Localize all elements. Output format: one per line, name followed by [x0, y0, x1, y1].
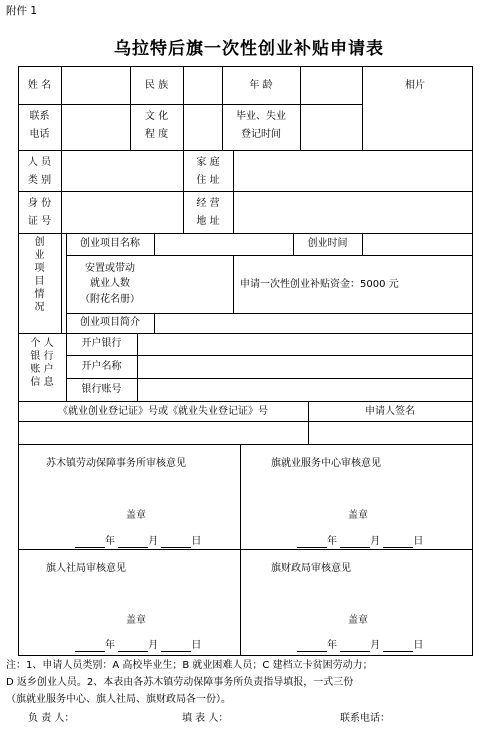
- form-title: 乌拉特后旗一次性创业补贴申请表: [114, 39, 384, 59]
- bank-name-label: 开户银行: [81, 338, 122, 349]
- registration-time-label-line2: 登记时间: [241, 129, 281, 140]
- notes-line3: （旗就业服务中心、旗人社局、旗财政局各一份）。: [6, 694, 231, 705]
- id-number-field[interactable]: [62, 192, 182, 232]
- employment-center-date: 年 月 日: [297, 535, 423, 548]
- jobs-label-line1: 安置或带动: [85, 263, 135, 274]
- signature-label: 申请人签名: [365, 406, 415, 417]
- form-filler-label: 填 表 人：: [182, 713, 229, 724]
- bank-name-field[interactable]: [138, 334, 471, 354]
- account-number-field[interactable]: [138, 379, 471, 400]
- id-number-label-line2: 证 号: [27, 216, 52, 227]
- project-name-field[interactable]: [155, 234, 292, 254]
- name-label: 姓 名: [27, 80, 52, 91]
- hrss-bureau-review-title: 旗人社局审核意见: [46, 563, 126, 574]
- responsible-person-label: 负 责 人：: [28, 713, 75, 724]
- certificate-label: 《就业创业登记证》号或《就业失业登记证》号: [58, 406, 268, 417]
- project-intro-field[interactable]: [155, 314, 471, 332]
- registration-time-field[interactable]: [301, 105, 361, 149]
- person-type-label-line1: 人 员: [27, 157, 52, 168]
- age-label: 年 龄: [249, 80, 273, 91]
- registration-time-label-line1: 毕业、失业: [236, 111, 286, 122]
- ethnicity-label: 民 族: [144, 80, 169, 91]
- phone-label-line1: 联系: [29, 111, 50, 122]
- account-number-label: 银行账号: [81, 384, 122, 395]
- photo-label: 相片: [405, 80, 425, 91]
- education-label-line2: 程 度: [144, 129, 169, 140]
- hrss-bureau-seal-label: 盖章: [126, 615, 146, 626]
- notes-line2: D 返乡创业人员。2、本表由各苏木镇劳动保障事务所负责指导填报，一式三份: [6, 677, 354, 688]
- notes-line1: 注：1、申请人员类别：A 高校毕业生；B 就业困难人员；C 建档立卡贫困劳动力；: [6, 660, 373, 671]
- phone-label-line2: 电话: [29, 129, 50, 140]
- business-address-label-line1: 经 营: [196, 198, 220, 209]
- township-review-box[interactable]: [19, 445, 239, 548]
- finance-bureau-seal-label: 盖章: [348, 615, 368, 626]
- id-number-label-line1: 身 份: [27, 198, 52, 209]
- ethnicity-field[interactable]: [184, 67, 221, 103]
- finance-bureau-review-box[interactable]: [241, 550, 471, 654]
- employment-center-review-title: 旗就业服务中心审核意见: [271, 458, 381, 469]
- employment-center-review-box[interactable]: [241, 445, 471, 548]
- township-seal-label: 盖章: [126, 510, 146, 521]
- project-intro-label: 创业项目简介: [80, 317, 140, 328]
- home-address-label-line1: 家 庭: [196, 157, 220, 168]
- venture-side-label: 创 业 项 目 情 况: [34, 237, 45, 313]
- bank-side-label: 个 人 银 行 账 户 信 息: [30, 338, 54, 388]
- jobs-label-line2: 就业人数: [90, 278, 130, 289]
- subsidy-amount-text: 申请一次性创业补贴资金：5000 元: [240, 279, 399, 290]
- finance-bureau-review-title: 旗财政局审核意见: [271, 563, 351, 574]
- education-field[interactable]: [184, 105, 221, 149]
- hrss-bureau-review-box[interactable]: [19, 550, 239, 654]
- contact-phone-label: 联系电话：: [340, 713, 390, 724]
- home-address-field[interactable]: [234, 151, 471, 190]
- phone-field[interactable]: [62, 105, 129, 149]
- signature-field[interactable]: [309, 422, 471, 443]
- person-type-label-line2: 类 别: [27, 175, 52, 186]
- jobs-label-line3: （附花名册）: [80, 294, 140, 305]
- finance-bureau-date: 年 月 日: [297, 639, 423, 652]
- project-name-label: 创业项目名称: [80, 238, 140, 249]
- account-name-label: 开户名称: [81, 361, 122, 372]
- township-review-title: 苏木镇劳动保障事务所审核意见: [46, 458, 186, 469]
- home-address-label-line2: 住 址: [196, 175, 220, 186]
- start-time-field[interactable]: [363, 234, 471, 254]
- attachment-label: 附件 1: [6, 5, 38, 17]
- business-address-field[interactable]: [234, 192, 471, 232]
- age-field[interactable]: [301, 67, 361, 103]
- photo-box[interactable]: [363, 67, 471, 149]
- township-date: 年 月 日: [75, 535, 201, 548]
- education-label-line1: 文 化: [144, 111, 169, 122]
- person-type-field[interactable]: [62, 151, 182, 190]
- jobs-field[interactable]: [155, 256, 232, 312]
- name-field[interactable]: [62, 67, 129, 103]
- start-time-label: 创业时间: [307, 238, 348, 249]
- account-name-field[interactable]: [138, 356, 471, 377]
- employment-center-seal-label: 盖章: [348, 510, 368, 521]
- certificate-field[interactable]: [19, 422, 307, 443]
- hrss-bureau-date: 年 月 日: [75, 639, 201, 652]
- business-address-label-line2: 地 址: [196, 216, 220, 227]
